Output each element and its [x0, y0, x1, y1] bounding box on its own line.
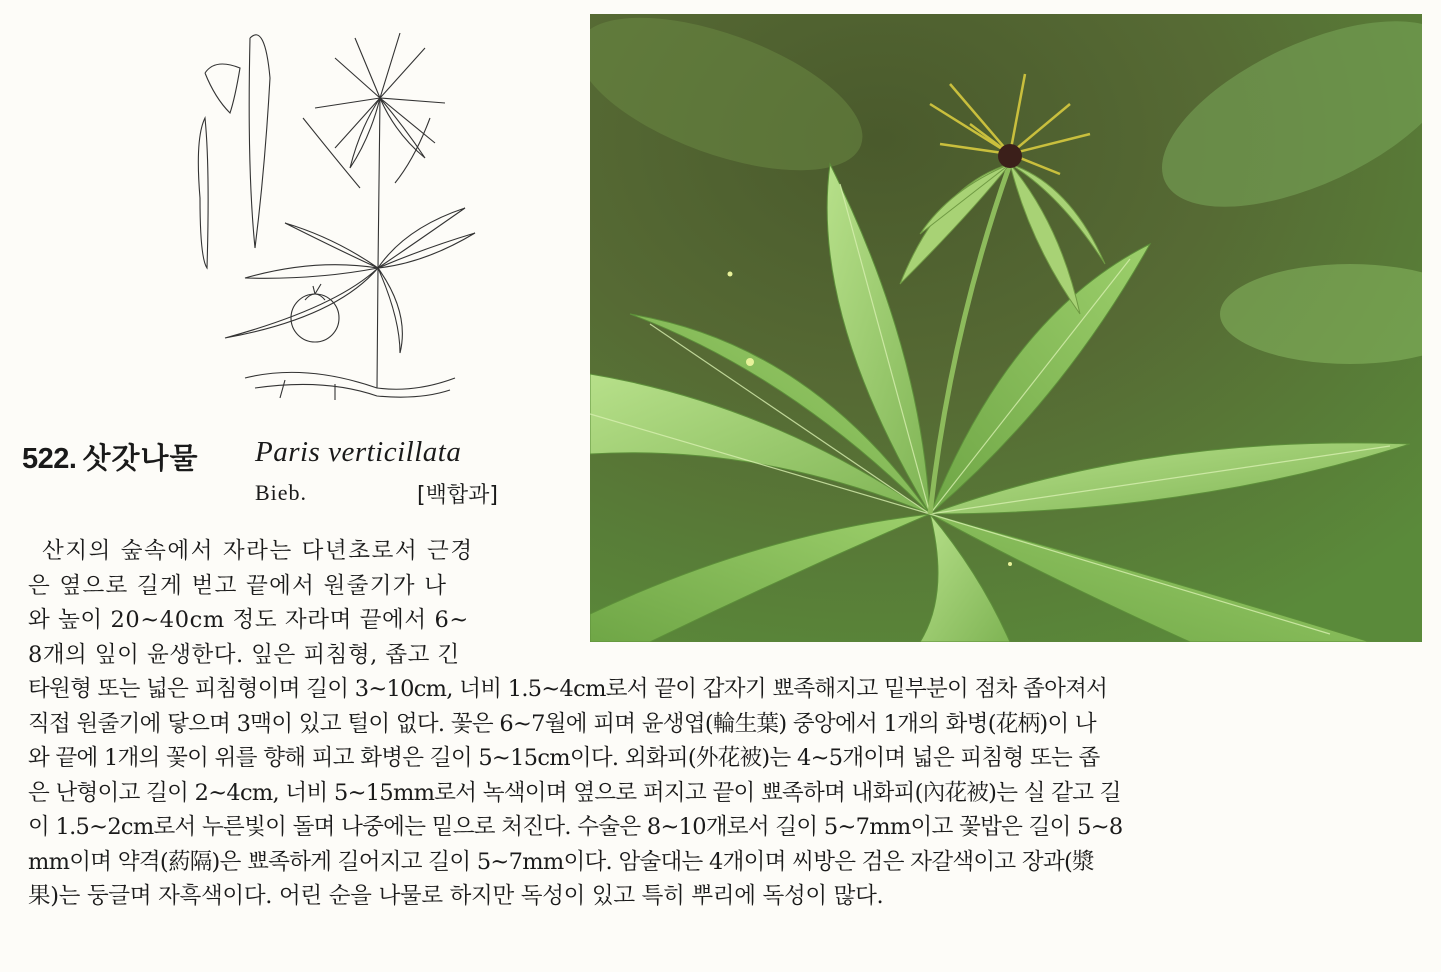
description-line: 타원형 또는 넓은 피침형이며 길이 3~10cm, 너비 1.5~4cm로서 끝이 갑자기 뾰족해지고 밑부분이 점차 좁아져서: [28, 676, 1108, 702]
scientific-name: Paris verticillata: [255, 436, 462, 468]
description-line: 와 끝에 1개의 꽃이 위를 향해 피고 화병은 길이 5~15cm이다. 외화피(外花被)는 4~5개이며 넓은 피침형 또는 좁: [28, 745, 1100, 771]
description-line: 이 1.5~2cm로서 누른빛이 돌며 나중에는 밑으로 처진다. 수술은 8~10개로서 길이 5~7mm이고 꽃밥은 길이 5~8: [28, 814, 1123, 840]
botanical-illustration: [185, 18, 485, 403]
description-line: 8개의 잎이 윤생한다. 잎은 피침형, 좁고 긴: [28, 641, 460, 668]
plant-photograph: [590, 14, 1422, 642]
description-line: 果)는 둥글며 자흑색이다. 어린 순을 나물로 하지만 독성이 있고 특히 뿌리에 독성이 많다.: [28, 883, 884, 909]
korean-plant-name: 삿갓나물: [82, 441, 199, 475]
description-line: 은 옆으로 길게 벋고 끝에서 원줄기가 나: [28, 572, 448, 599]
description-line: mm이며 약격(葯隔)은 뾰족하게 길어지고 길이 5~7mm이다. 암술대는 4개이며 씨방은 검은 자갈색이고 장과(漿: [28, 848, 1094, 875]
description-wide: [28, 672, 1123, 914]
plant-family: [백합과]: [417, 483, 498, 508]
description-line: 직접 원줄기에 닿으며 3맥이 있고 털이 없다. 꽃은 6~7월에 피며 윤생엽(輪生葉) 중앙에서 1개의 화병(花柄)이 나: [28, 710, 1096, 737]
description-line: 은 난형이고 길이 2~4cm, 너비 5~15mm로서 녹색이며 옆으로 퍼지고 끝이 뾰족하며 내화피(內花被)는 실 같고 길: [28, 779, 1121, 806]
author-name: Bieb.: [255, 480, 308, 505]
entry-title: [22, 436, 462, 477]
entry-number: 522.: [22, 443, 77, 475]
description-line: 와 높이 20~40cm 정도 자라며 끝에서 6~: [28, 607, 469, 633]
description-line: 산지의 숲속에서 자라는 다년초로서 근경: [42, 538, 474, 564]
description-narrow: [28, 534, 474, 672]
